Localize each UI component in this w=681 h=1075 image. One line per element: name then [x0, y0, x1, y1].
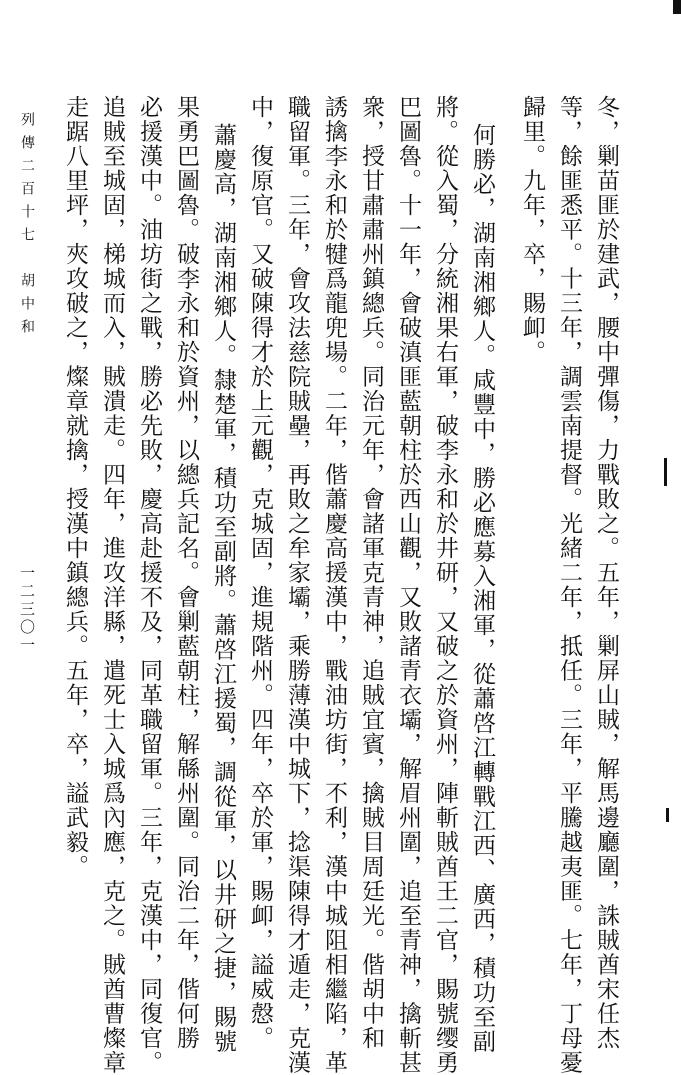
text-column-3: 歸里。九年，卒，賜卹。 [519, 95, 545, 365]
scan-mark [673, 0, 681, 14]
text-column-9: 職留軍。三年，會攻法慈院賊壘，再敗之牟家壩，乘勝薄漢中城下，捻渠陳得才遁走，克漢 [284, 95, 310, 1075]
text-column-12: 果勇巴圖魯。破李永和於資州，以總兵記名。會剿藍朝柱，解緜州圍。同治二年，偕何勝 [173, 95, 199, 1051]
text-column-10: 中，復原官。又破陳得才於上元觀，克城固，進規階州。四年，卒於軍，賜卹，謚威慤。 [247, 95, 273, 1051]
scan-mark [664, 458, 667, 486]
text-column-14: 追賊至城固，梯城而入，賊潰走。四年，進攻洋縣，遣死士入城爲內應，克之。賊酋曹燦章 [99, 95, 125, 1075]
text-column-6: 巴圖魯。十一年，會破滇匪藍朝柱於西山觀，又敗諸青衣壩，解眉州圍，追至青神，擒斬甚 [395, 95, 421, 1075]
text-column-8: 誘擒李永和於犍爲龍兜場。二年，偕蕭慶高援漢中，戰油坊街，不利，漢中城阻相繼陷，革 [321, 95, 347, 1075]
scan-mark [666, 808, 669, 822]
text-column-15: 走踞八里坪，夾攻破之，燦章就擒，授漢中鎮總兵。五年，卒，謚武毅。 [62, 95, 88, 879]
text-column-7: 衆，授甘肅肅州鎮總兵。同治元年，會諸軍克青神，追賊宜賓，擒賊目周廷光。偕胡中和 [358, 95, 384, 1051]
text-column-2: 等，餘匪悉平。十三年，調雲南提督。光緒二年，抵任。三年，平騰越夷匪。七年，丁母憂 [556, 95, 582, 1075]
page-number: 一二三〇一 [18, 565, 36, 655]
text-column-1: 冬，剿苗匪於建武，腰中彈傷，力戰敗之。五年，剿屏山賊，解馬邊廳圍，誅賊酋宋任杰 [593, 95, 619, 1051]
text-column-5: 將。從入蜀，分統湘果右軍，破李永和於井研，又破之於資州，陣斬賊酋王二官，賜號缨勇 [432, 95, 458, 1075]
text-column-11: 蕭慶高，湖南湘鄉人。隸楚軍，積功至副將。蕭啓江援蜀，調從軍，以井研之捷，賜號 [210, 123, 236, 1054]
running-header: 列傳二百十七 胡中和 [19, 112, 35, 342]
text-column-13: 必援漢中。油坊街之戰，勝必先敗，慶高赴援不及，同革職留軍。三年，克漢中，同復官。 [136, 95, 162, 1075]
text-column-4: 何勝必，湖南湘鄉人。咸豐中，勝必應募入湘軍，從蕭啓江轉戰江西、廣西，積功至副 [469, 123, 495, 1054]
